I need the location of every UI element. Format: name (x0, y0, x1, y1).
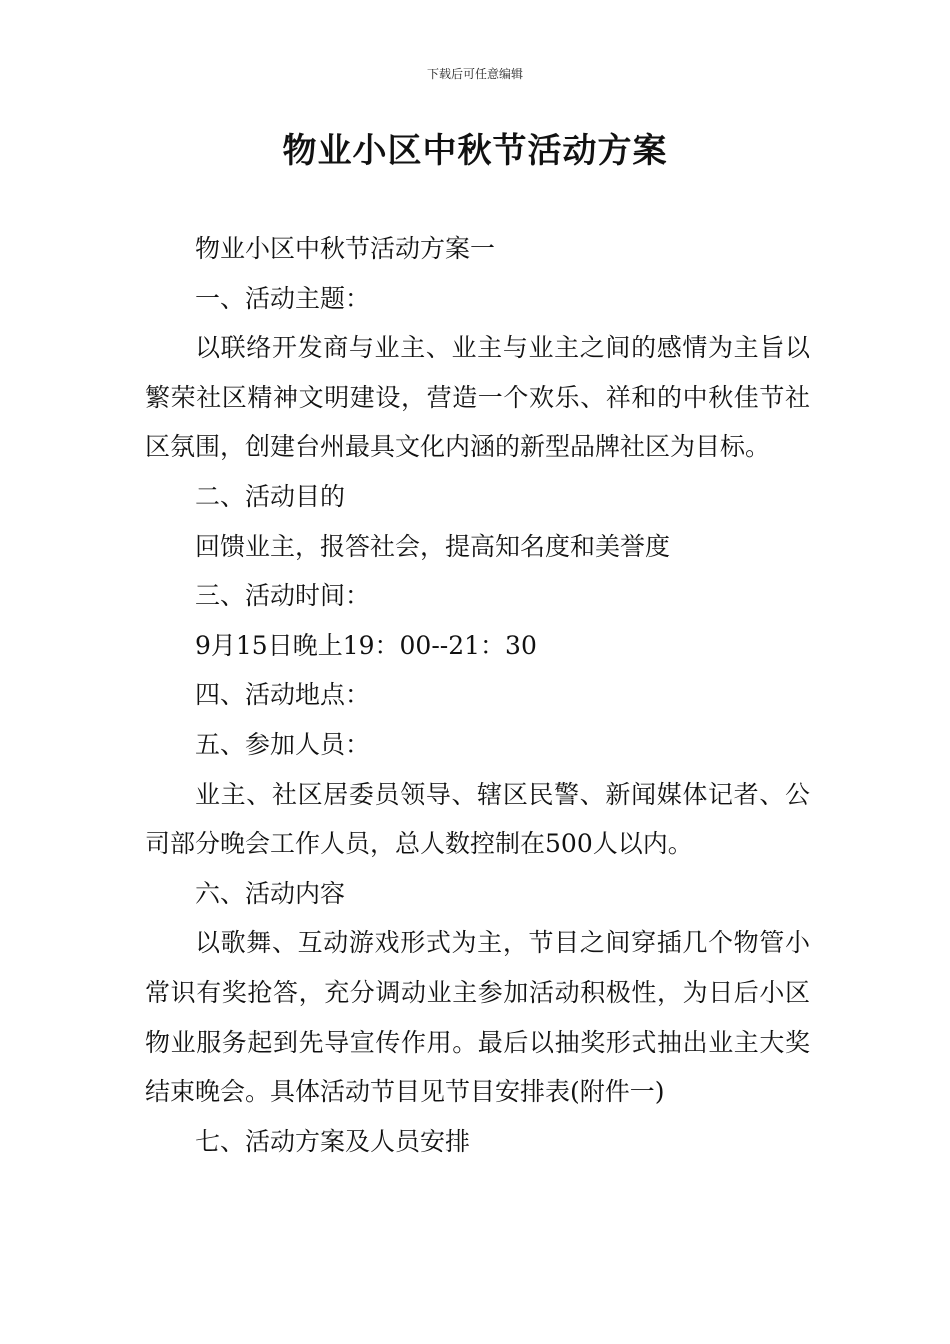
body-paragraph: 以联络开发商与业主、业主与业主之间的感情为主旨以繁荣社区精神文明建设，营造一个欢乐、祥和的中秋佳节社区氛围，创建台州最具文化内涵的新型品牌社区为目标。 (145, 333, 810, 462)
body-paragraph: 以歌舞、互动游戏形式为主，节目之间穿插几个物管小常识有奖抢答，充分调动业主参加活动积极性，为日后小区物业服务起到先导宣传作用。最后以抽奖形式抽出业主大奖结束晚会。具体活动节目见节目安排表(附件一) (145, 928, 810, 1107)
document-body (145, 224, 810, 1166)
header-note: 下载后可任意编辑 (426, 67, 523, 81)
body-paragraph: 回馈业主，报答社会，提高知名度和美誉度 (195, 531, 671, 561)
body-paragraph: 9月15日晚上19：00--21：30 (195, 630, 537, 660)
body-paragraph: 业主、社区居委员领导、辖区民警、新闻媒体记者、公司部分晚会工作人员，总人数控制在500人以内。 (145, 779, 810, 859)
section-heading: 三、活动时间： (195, 581, 371, 611)
section-heading: 七、活动方案及人员安排 (195, 1126, 471, 1156)
section-heading: 六、活动内容 (195, 878, 346, 908)
document-title: 物业小区中秋节活动方案 (282, 131, 668, 171)
section-heading: 四、活动地点： (195, 680, 371, 710)
body-paragraph: 物业小区中秋节活动方案一 (195, 234, 496, 263)
section-heading: 一、活动主题： (195, 283, 371, 313)
section-heading: 二、活动目的 (195, 481, 346, 511)
section-heading: 五、参加人员： (195, 729, 371, 759)
